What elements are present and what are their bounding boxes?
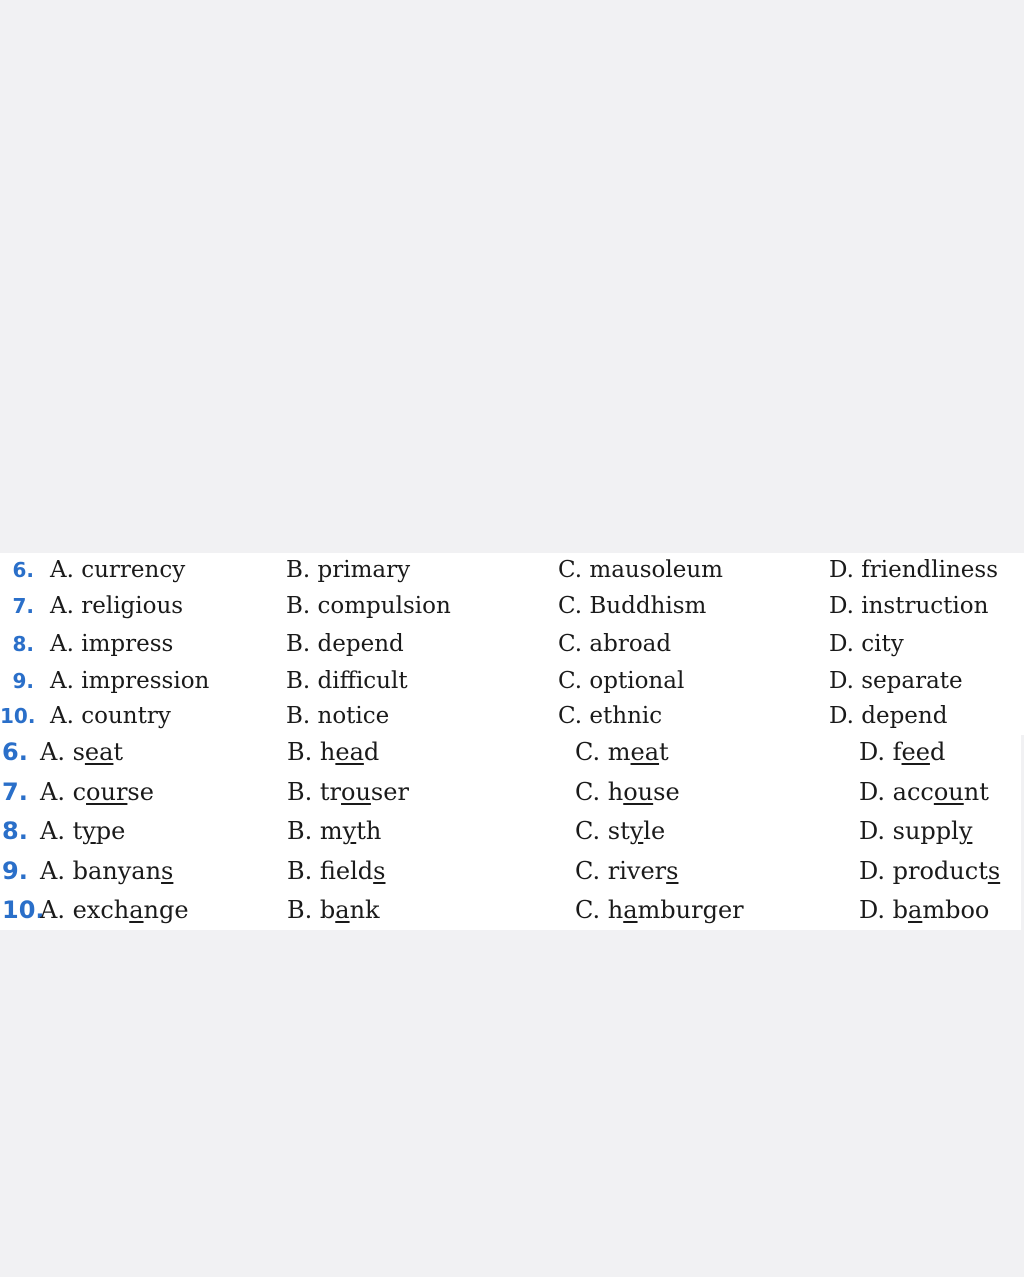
option-c: C. optional xyxy=(558,668,685,694)
option-b: B. notice xyxy=(286,703,390,729)
option-c: C. Buddhism xyxy=(558,593,707,619)
question-row xyxy=(0,666,1021,702)
underlined-sound: ea xyxy=(335,738,364,766)
option-a: A. course xyxy=(40,778,154,806)
underlined-sound: a xyxy=(908,896,923,924)
option-d: D. products xyxy=(859,857,1001,885)
option-d: D. bamboo xyxy=(859,896,990,924)
underlined-sound: our xyxy=(86,778,128,806)
underlined-sound: ee xyxy=(901,738,930,766)
underlined-sound: s xyxy=(987,857,1001,885)
option-d: D. feed xyxy=(859,738,946,766)
question-number: 10. xyxy=(0,704,36,728)
question-number: 7. xyxy=(2,778,28,806)
underlined-sound: y xyxy=(82,817,96,845)
underlined-sound: ou xyxy=(341,778,371,806)
option-b: B. myth xyxy=(287,817,382,845)
underlined-sound: y xyxy=(342,817,357,845)
option-a: A. religious xyxy=(50,593,184,619)
option-c: C. meat xyxy=(575,738,669,766)
question-number: 6. xyxy=(2,738,28,766)
option-a: A. type xyxy=(40,817,126,845)
question-row xyxy=(0,629,1021,665)
option-c: C. ethnic xyxy=(558,703,663,729)
option-c: C. rivers xyxy=(575,857,679,885)
underlined-sound: y xyxy=(629,817,644,845)
option-c: C. mausoleum xyxy=(558,557,723,583)
option-d: D. city xyxy=(829,631,904,657)
option-d: D. friendliness xyxy=(829,557,998,583)
question-number: 9. xyxy=(2,857,28,885)
question-row xyxy=(0,701,1021,737)
underlined-sound: ea xyxy=(630,738,660,766)
option-a: A. country xyxy=(50,703,171,729)
option-d: D. supply xyxy=(859,817,973,845)
question-row xyxy=(0,737,1021,773)
question-row xyxy=(0,555,1021,591)
option-a: A. banyans xyxy=(40,857,174,885)
option-c: C. style xyxy=(575,817,666,845)
option-b: B. bank xyxy=(287,896,380,924)
option-b: B. depend xyxy=(286,631,404,657)
underlined-sound: s xyxy=(373,857,386,885)
underlined-sound: s xyxy=(161,857,174,885)
underlined-sound: ea xyxy=(84,738,114,766)
underlined-sound: a xyxy=(623,896,638,924)
question-row xyxy=(0,856,1021,892)
question-number: 9. xyxy=(12,669,34,693)
option-a: A. impression xyxy=(50,668,210,694)
question-number: 10. xyxy=(2,896,45,924)
option-b: B. head xyxy=(287,738,380,766)
option-c: C. abroad xyxy=(558,631,672,657)
option-d: D. separate xyxy=(829,668,963,694)
option-b: B. fields xyxy=(287,857,386,885)
question-row xyxy=(0,591,1021,627)
option-a: A. exchange xyxy=(40,896,189,924)
option-c: C. house xyxy=(575,778,680,806)
option-a: A. currency xyxy=(50,557,186,583)
option-b: B. difficult xyxy=(286,668,408,694)
top-exercise-panel xyxy=(0,553,1024,735)
option-b: B. primary xyxy=(286,557,411,583)
question-number: 8. xyxy=(2,817,28,845)
option-b: B. trouser xyxy=(287,778,409,806)
option-d: D. depend xyxy=(829,703,948,729)
underlined-sound: a xyxy=(129,896,144,924)
option-b: B. compulsion xyxy=(286,593,451,619)
underlined-sound: y xyxy=(958,817,973,845)
option-a: A. impress xyxy=(50,631,174,657)
question-number: 8. xyxy=(12,632,34,656)
question-row xyxy=(0,777,1021,813)
question-number: 6. xyxy=(12,558,34,582)
underlined-sound: a xyxy=(335,896,350,924)
question-row xyxy=(0,816,1021,852)
option-d: D. instruction xyxy=(829,593,989,619)
bottom-exercise-panel xyxy=(0,735,1021,930)
question-number: 7. xyxy=(12,594,34,618)
underlined-sound: s xyxy=(666,857,679,885)
option-c: C. hamburger xyxy=(575,896,744,924)
option-a: A. seat xyxy=(40,738,124,766)
question-row xyxy=(0,895,1021,931)
underlined-sound: ou xyxy=(933,778,964,806)
option-d: D. account xyxy=(859,778,989,806)
underlined-sound: ou xyxy=(623,778,654,806)
